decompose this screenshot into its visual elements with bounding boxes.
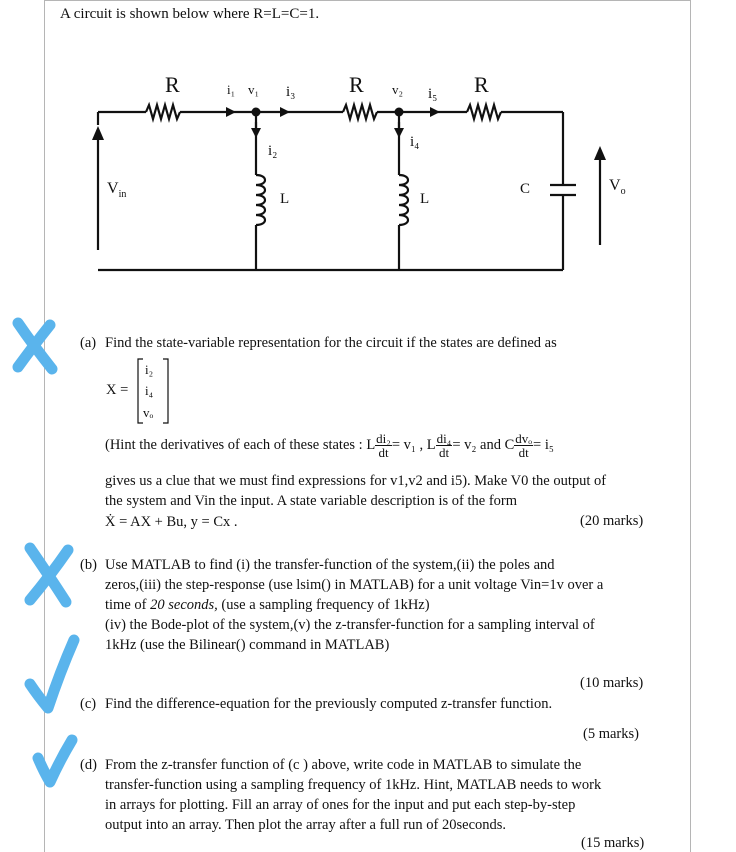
node-v2: [395, 108, 404, 117]
label-i1: i₁: [227, 82, 236, 97]
part-a-label: (a): [80, 335, 97, 351]
hint-eq1-rhs: = v₁ , L: [391, 436, 436, 453]
label-v1: v₁: [248, 82, 260, 97]
label-i3: i₃: [286, 84, 296, 100]
inductor-l1: [256, 175, 265, 225]
part-d-line1: From the z-transfer function of (c ) above, write code in MATLAB to simulate the: [105, 757, 582, 773]
part-b-line5: 1kHz (use the Bilinear() command in MATLAB): [105, 637, 390, 653]
state-equation: Ẋ = AX + Bu, y = Cx .: [105, 514, 238, 530]
part-c-marks: (5 marks): [583, 726, 639, 742]
node-v1: [252, 108, 261, 117]
hint-prefix: (Hint the derivatives of each of these states :: [105, 436, 363, 453]
i5-arrow-head: [430, 107, 440, 117]
label-r2: R: [349, 72, 364, 97]
label-i2: i₂: [268, 143, 278, 159]
part-a-line3: the system and Vin the input. A state variable description is of the form: [105, 493, 518, 509]
part-b-line3: time of 20 seconds, (use a sampling frequency of 1kHz): [105, 597, 430, 613]
problem-intro: A circuit is shown below where R=L=C=1.: [60, 6, 320, 22]
part-d-marks: (15 marks): [581, 835, 645, 851]
part-d-line4: output into an array. Then plot the array after a full run of 20seconds.: [105, 817, 507, 833]
inductor-l2: [399, 175, 408, 225]
hint-eq2-rhs: = v₂ and C: [452, 436, 515, 453]
fraction-dvo-dt: $\frac{\text{dvₒ}}{dt}$: [515, 431, 533, 460]
resistor-r1: [146, 105, 180, 119]
check-mark-part-d: [28, 732, 80, 790]
part-b-line1: Use MATLAB to find (i) the transfer-function of the system,(ii) the poles and: [105, 557, 555, 573]
matrix-entry-2: i₄: [145, 383, 154, 398]
cross-mark-part-b: [20, 540, 78, 610]
part-a-text: Find the state-variable representation for the circuit if the states are defined as: [105, 335, 557, 351]
circuit-diagram: [0, 0, 736, 300]
label-c: C: [520, 181, 531, 197]
label-vo: $V_o$: [609, 177, 626, 197]
hint-eq3-rhs: = i₅: [533, 436, 554, 453]
label-l2: L: [420, 191, 430, 207]
cross-mark-part-a: [8, 315, 60, 377]
i3-arrow-head: [280, 107, 290, 117]
part-b-label: (b): [80, 557, 97, 573]
part-d-line2: transfer-function using a sampling frequency of 1kHz. Hint, MATLAB needs to work: [105, 777, 602, 793]
part-a-marks: (20 marks): [580, 513, 644, 529]
part-a-line2: gives us a clue that we must find expressions for v1,v2 and i5). Make V0 the output of: [105, 473, 607, 489]
matrix-lhs: X =: [106, 382, 129, 398]
fraction-di4-dt: $\frac{\text{di₄}}{dt}$: [436, 431, 452, 460]
hint-eq1-coef: L: [366, 436, 376, 453]
vo-arrow-head: [594, 146, 606, 160]
label-l1: L: [280, 191, 290, 207]
vin-arrow-head: [92, 126, 104, 140]
i1-arrow-head: [226, 107, 236, 117]
part-b-line2: zeros,(iii) the step-response (use lsim() in MATLAB) for a unit voltage Vin=1v over a: [105, 577, 604, 593]
part-d-label: (d): [80, 757, 97, 773]
part-b-marks: (10 marks): [580, 675, 644, 691]
matrix-entry-1: i₂: [145, 362, 154, 377]
label-v2: v₂: [392, 82, 404, 97]
label-vin: $V_{in}$: [107, 180, 127, 200]
label-r1: R: [165, 72, 180, 97]
matrix-entry-3: vₒ: [143, 405, 154, 420]
label-r3: R: [474, 72, 489, 97]
part-c-label: (c): [80, 696, 97, 712]
label-i4: i₄: [410, 134, 420, 150]
hint-line: [105, 432, 554, 459]
part-c-text: Find the difference-equation for the previously computed z-transfer function.: [105, 696, 553, 712]
fraction-di2-dt: $\frac{\text{di₂}}{dt}$: [376, 431, 391, 460]
part-d-line3: in arrays for plotting. Fill an array of ones for the input and put each step-by-step: [105, 797, 576, 813]
label-i5: i₅: [428, 86, 438, 102]
i4-arrow-head: [394, 128, 404, 138]
check-mark-part-c: [20, 632, 82, 716]
i2-arrow-head: [251, 128, 261, 138]
part-b-line4: (iv) the Bode-plot of the system,(v) the z-transfer-function for a sampling interval of: [105, 617, 595, 633]
resistor-r3: [467, 105, 501, 119]
resistor-r2: [343, 105, 377, 119]
